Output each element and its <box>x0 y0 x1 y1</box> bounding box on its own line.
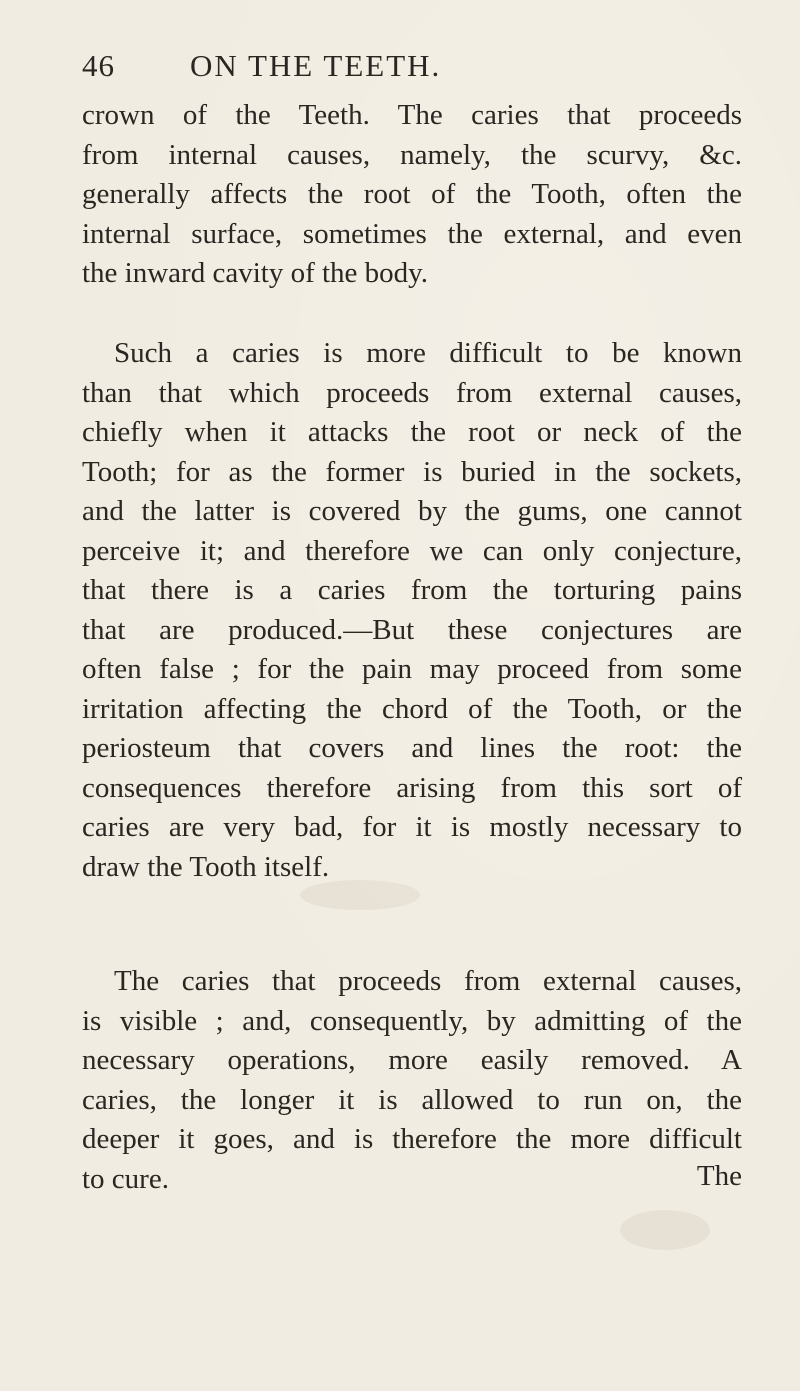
text-line: that there is a caries from the torturing pains <box>82 574 742 606</box>
text-line: is visible ; and, consequently, by admitting of the <box>82 1004 742 1037</box>
text-line: Tooth; for as the former is buried in the sockets, <box>82 455 742 488</box>
text-line: consequences therefore arising from this sort of <box>82 771 742 804</box>
text-line: Such a caries is more difficult to be known <box>114 337 742 369</box>
text-line: periosteum that covers and lines the root: the <box>82 732 742 764</box>
paragraph <box>82 962 742 1199</box>
text-line: The caries that proceeds from external causes, <box>114 965 742 997</box>
paragraph <box>82 334 742 887</box>
text-line: chiefly when it attacks the root or neck of the <box>82 416 742 448</box>
text-line: than that which proceeds from external causes, <box>82 376 742 409</box>
text-line: often false ; for the pain may proceed from some <box>82 653 742 685</box>
paragraph <box>82 96 742 294</box>
text-line: necessary operations, more easily removed. A <box>82 1044 742 1076</box>
text-line: crown of the Teeth. The caries that proceeds <box>82 99 742 131</box>
text-line: from internal causes, namely, the scurvy, &c. <box>82 138 742 171</box>
paper-stain <box>620 1210 710 1250</box>
text-line: caries, the longer it is allowed to run on, the <box>82 1083 742 1116</box>
text-line: deeper it goes, and is therefore the more difficult <box>82 1123 742 1155</box>
text-line: perceive it; and therefore we can only conjecture, <box>82 534 742 567</box>
text-line: internal surface, sometimes the external, and even <box>82 217 742 250</box>
text-line: caries are very bad, for it is mostly necessary to <box>82 811 742 843</box>
text-line: the inward cavity of the body. <box>82 257 429 289</box>
page-number: 46 <box>82 48 115 83</box>
text-line: and the latter is covered by the gums, one cannot <box>82 495 742 527</box>
text-line: irritation affecting the chord of the Tooth, or the <box>82 692 742 725</box>
text-line: to cure. <box>82 1162 169 1195</box>
text-line: draw the Tooth itself. <box>82 850 330 883</box>
text-line: that are produced.—But these conjectures are <box>82 613 742 646</box>
running-head <box>82 48 742 88</box>
text-line: generally affects the root of the Tooth, often the <box>82 178 742 210</box>
catchword: The <box>696 1160 742 1192</box>
page-header-title: ON THE TEETH. <box>190 48 442 83</box>
